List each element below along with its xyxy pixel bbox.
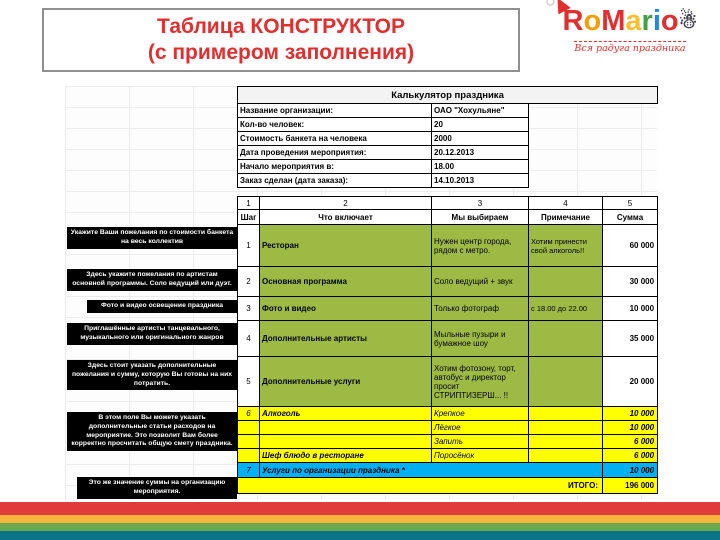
annotation-main-program: Здесь укажите пожелания по артистам основной программы. Соло ведущий или дуэт. (67, 269, 237, 291)
info-label-cell: Заказ сделан (дата заказа): (238, 174, 432, 188)
column-header-sum: Сумма (603, 210, 658, 225)
services-label-cell: Услуги по организации праздника * (260, 463, 603, 478)
sum-cell: 10 000 (603, 463, 658, 478)
step-cell (238, 435, 260, 449)
choice-cell: Нужен центр города, рядом с метро. (432, 225, 529, 267)
item-cell: Алкоголь (260, 407, 432, 421)
rainbow-footer (0, 502, 720, 540)
step-cell: 6 (238, 407, 260, 421)
sum-cell: 35 000 (603, 321, 658, 357)
note-cell (529, 407, 603, 421)
empty-cell (529, 118, 658, 132)
note-cell (529, 449, 603, 463)
column-number: 3 (432, 197, 529, 210)
column-header-choice: Мы выбираем (432, 210, 529, 225)
annotation-photo-video: Фото и видео освещение праздника (87, 300, 237, 313)
note-cell (529, 357, 603, 407)
column-header-step: Шаг (238, 210, 260, 225)
column-number: 1 (238, 197, 260, 210)
slide-title-box (42, 8, 520, 72)
snowman-icon: ☃ (678, 10, 698, 33)
step-cell: 4 (238, 321, 260, 357)
column-number: 5 (603, 197, 658, 210)
step-cell: 1 (238, 225, 260, 267)
empty-cell (529, 132, 658, 146)
info-label-cell: Дата проведения мероприятия: (238, 146, 432, 160)
info-label-cell: Начало мероприятия в: (238, 160, 432, 174)
footer-stripe-teal (0, 531, 720, 540)
calculator-title: Калькулятор праздника (238, 87, 658, 104)
step-cell: 5 (238, 357, 260, 407)
column-number: 4 (529, 197, 603, 210)
item-cell (260, 435, 432, 449)
column-number: 2 (260, 197, 432, 210)
annotation-organization-sum: Это же значение суммы на организацию мероприятия. (77, 477, 237, 499)
logo-letter: M (601, 5, 626, 37)
annotation-extra-expenses: В этом поле Вы можете указать дополнительные статьи расходов на мероприятие. Это позволит Вам более корректно просчитать общую смету праздника. (67, 412, 237, 451)
step-cell: 3 (238, 297, 260, 321)
empty-cell (529, 160, 658, 174)
sum-cell: 10 000 (603, 421, 658, 435)
column-header-item: Что включает (260, 210, 432, 225)
info-value-cell: 2000 (432, 132, 529, 146)
empty-cell (529, 146, 658, 160)
footer-stripe-green (0, 523, 720, 531)
note-cell (529, 421, 603, 435)
item-cell: Шеф блюдо в ресторане (260, 449, 432, 463)
total-value-cell: 196 000 (603, 478, 658, 494)
sum-cell: 20 000 (603, 357, 658, 407)
choice-cell: Лёгкое (432, 421, 529, 435)
sum-cell: 60 000 (603, 225, 658, 267)
logo-letter: o (583, 5, 602, 37)
sum-cell: 30 000 (603, 267, 658, 297)
note-cell (529, 435, 603, 449)
romario-logo (546, 6, 714, 56)
note-cell: с 18.00 до 22.00 (529, 297, 603, 321)
note-cell (529, 321, 603, 357)
note-cell: Хотим принести свой алкоголь!! (529, 225, 603, 267)
note-cell (529, 267, 603, 297)
info-value-cell: 14.10.2013 (432, 174, 529, 188)
annotation-extra-wishes: Здесь стоит указать дополнительные пожелания и сумму, которую Вы готовы на них потратить. (67, 360, 237, 390)
step-cell: 2 (238, 267, 260, 297)
item-cell: Фото и видео (260, 297, 432, 321)
info-value-cell: 20.12.2013 (432, 146, 529, 160)
info-value-cell: 20 (432, 118, 529, 132)
info-label-cell: Стоимость банкета на человека (238, 132, 432, 146)
logo-letter: a (625, 5, 642, 37)
holiday-calculator-table (237, 86, 658, 494)
choice-cell: Только фотограф (432, 297, 529, 321)
total-label-cell: ИТОГО: (238, 478, 603, 494)
sum-cell: 10 000 (603, 297, 658, 321)
footer-stripe-red (0, 502, 720, 515)
logo-brand-text (546, 6, 714, 38)
info-value-cell: 18.00 (432, 160, 529, 174)
empty-cell (529, 104, 658, 118)
empty-cell (529, 174, 658, 188)
sum-cell: 10 000 (603, 407, 658, 421)
logo-letter: R (562, 5, 584, 37)
sum-cell: 6 000 (603, 449, 658, 463)
choice-cell: Поросёнок (432, 449, 529, 463)
item-cell: Основная программа (260, 267, 432, 297)
column-header-note: Примечание (529, 210, 603, 225)
step-cell (238, 449, 260, 463)
logo-tagline: Вся радуга праздника (574, 42, 686, 54)
choice-cell: Соло ведущий + звук (432, 267, 529, 297)
item-cell: Дополнительные услуги (260, 357, 432, 407)
choice-cell: Мыльные пузыри и бумажное шоу (432, 321, 529, 357)
slide-title-line1: Таблица КОНСТРУКТОР (157, 14, 405, 38)
choice-cell: Крепкое (432, 407, 529, 421)
logo-letter: o (660, 5, 679, 37)
item-cell (260, 421, 432, 435)
spacer-row (238, 188, 658, 197)
spreadsheet-area (65, 86, 657, 500)
sum-cell: 6 000 (603, 435, 658, 449)
info-label-cell: Кол-во человек: (238, 118, 432, 132)
slide-title-line2: (с примером заполнения) (147, 41, 415, 64)
choice-cell: Запить (432, 435, 529, 449)
annotation-invited-artists: Приглашённые артисты танцевального, музыкального или оригинального жанров (67, 323, 237, 345)
logo-letter: i (652, 5, 661, 37)
choice-cell: Хотим фотозону, торт, автобус и директор просит СТРИПТИЗЕРШ... !! (432, 357, 529, 407)
step-cell (238, 421, 260, 435)
step-cell: 7 (238, 463, 260, 478)
footer-stripe-gold (0, 515, 720, 523)
item-cell: Ресторан (260, 225, 432, 267)
info-value-cell: ОАО "Хохульяне" (432, 104, 529, 118)
info-label-cell: Название организации: (238, 104, 432, 118)
logo-letter: r (641, 5, 653, 37)
annotation-banquet-budget: Укажите Ваши пожелания по стоимости банкета на весь коллектив (67, 227, 237, 249)
item-cell: Дополнительные артисты (260, 321, 432, 357)
